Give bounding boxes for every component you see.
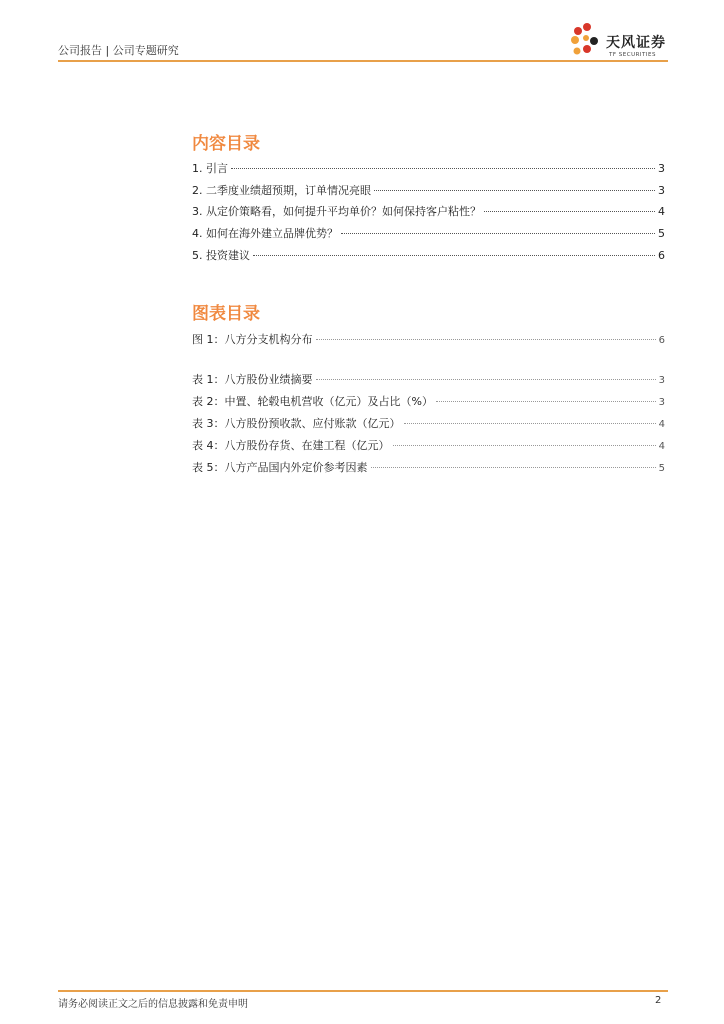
footer-divider	[58, 990, 668, 992]
footer-disclaimer: 请务必阅读正文之后的信息披露和免责申明	[58, 999, 248, 1010]
figure-item[interactable]	[192, 459, 665, 475]
logo-text-en: TF SECURITIES	[609, 52, 656, 58]
toc-item-page: 4	[658, 205, 665, 218]
figure-item-label: 表 3：八方股份预收款、应付账款（亿元）	[192, 417, 401, 430]
leader-dots	[484, 211, 655, 212]
figure-item[interactable]	[192, 393, 665, 409]
figure-item-label: 表 5：八方产品国内外定价参考因素	[192, 461, 368, 474]
figure-item-label: 表 4：八方股份存货、在建工程（亿元）	[192, 439, 390, 452]
leader-dots	[404, 423, 656, 424]
toc-item[interactable]	[192, 182, 665, 198]
toc-item-page: 3	[658, 162, 665, 175]
figure-item-page: 6	[658, 335, 665, 346]
figure-item-page: 4	[658, 441, 665, 452]
leader-dots	[253, 255, 655, 256]
leader-dots	[371, 467, 656, 468]
logo-text-cn: 天风证券	[606, 35, 666, 51]
figure-item[interactable]	[192, 331, 665, 347]
figure-item-page: 3	[658, 397, 665, 408]
header-divider	[58, 60, 668, 62]
toc-item-label: 1. 引言	[192, 162, 228, 175]
toc-item[interactable]	[192, 203, 665, 219]
figure-item-page: 5	[658, 463, 665, 474]
leader-dots	[393, 445, 656, 446]
figure-item[interactable]	[192, 371, 665, 387]
toc-item[interactable]	[192, 160, 665, 176]
toc-item-page: 3	[658, 184, 665, 197]
figure-item[interactable]	[192, 415, 665, 431]
toc-item-page: 6	[658, 249, 665, 262]
figure-item[interactable]	[192, 437, 665, 453]
leader-dots	[436, 401, 656, 402]
toc-item-page: 5	[658, 227, 665, 240]
toc-title: 内容目录	[192, 134, 260, 154]
page-number: 2	[655, 995, 662, 1006]
report-breadcrumb: 公司报告 | 公司专题研究	[58, 44, 179, 57]
figure-list-title: 图表目录	[192, 304, 260, 324]
flower-logo-icon	[568, 22, 604, 60]
figure-item-page: 3	[658, 375, 665, 386]
figure-item-label: 表 1：八方股份业绩摘要	[192, 373, 313, 386]
toc-item-label: 4. 如何在海外建立品牌优势？	[192, 227, 338, 240]
toc-item[interactable]	[192, 225, 665, 241]
toc-item-label: 2. 二季度业绩超预期，订单情况亮眼	[192, 184, 371, 197]
toc-item[interactable]	[192, 247, 665, 263]
figure-item-page: 4	[658, 419, 665, 430]
leader-dots	[231, 168, 655, 169]
figure-item-label: 图 1：八方分支机构分布	[192, 333, 313, 346]
leader-dots	[316, 379, 656, 380]
toc-item-label: 5. 投资建议	[192, 249, 250, 262]
company-logo	[568, 22, 668, 60]
leader-dots	[341, 233, 655, 234]
leader-dots	[374, 190, 655, 191]
leader-dots	[316, 339, 656, 340]
toc-item-label: 3. 从定价策略看，如何提升平均单价？如何保持客户粘性？	[192, 205, 481, 218]
figure-item-label: 表 2：中置、轮毂电机营收（亿元）及占比（%）	[192, 395, 433, 408]
